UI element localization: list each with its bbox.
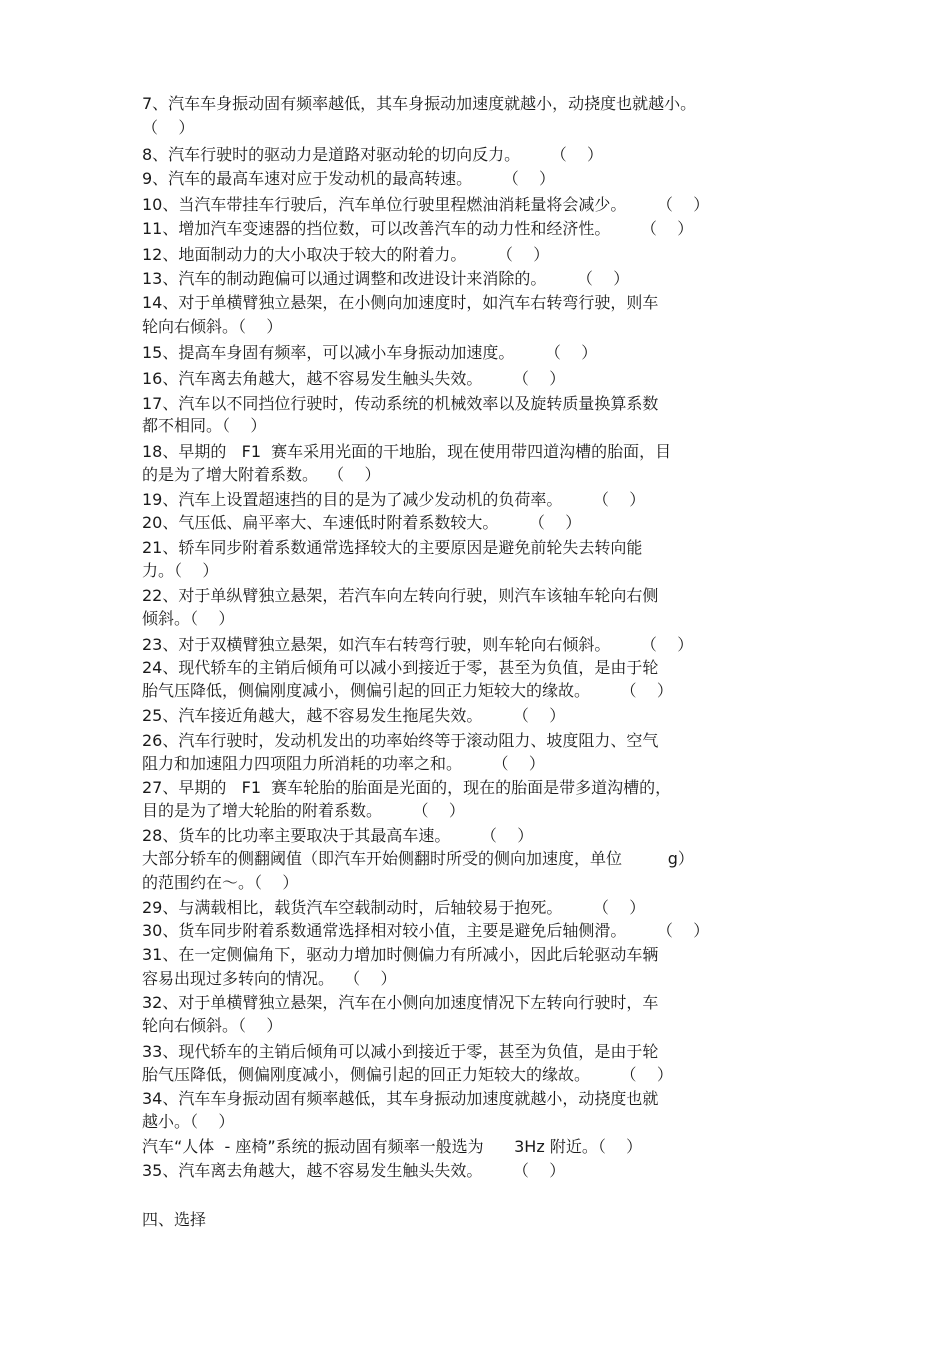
text-line: 23、对于双横臂独立悬架，如汽车右转弯行驶，则车轮向右倾斜。 （ ） [142,635,694,654]
text-line: 28、货车的比功率主要取决于其最高车速。 （ ） [142,826,534,845]
text-line: 力。（ ） [142,561,219,580]
text-line: 9、汽车的最高车速对应于发动机的最高转速。 （ ） [142,169,556,188]
text-line: 35、汽车离去角越大，越不容易发生触头失效。 （ ） [142,1161,566,1180]
text-line: 17、汽车以不同挡位行驶时，传动系统的机械效率以及旋转质量换算系数 [142,394,659,413]
text-line: 21、轿车同步附着系数通常选择较大的主要原因是避免前轮失去转向能 [142,538,643,557]
text-line: 26、汽车行驶时，发动机发出的功率始终等于滚动阻力、坡度阻力、空气 [142,731,659,750]
text-line: 都不相同。（ ） [142,416,267,435]
text-line: 7、汽车车身振动固有频率越低，其车身振动加速度就越小，动挠度也就越小。 [142,94,697,113]
text-line: 30、货车同步附着系数通常选择相对较小值，主要是避免后轴侧滑。 （ ） [142,921,710,940]
text-line: 19、汽车上设置超速挡的目的是为了减少发动机的负荷率。 （ ） [142,490,646,509]
text-line: 16、汽车离去角越大，越不容易发生触头失效。 （ ） [142,369,566,388]
text-line: 24、现代轿车的主销后倾角可以减小到接近于零，甚至为负值，是由于轮 [142,658,659,677]
text-line: 18、早期的 F1 赛车采用光面的干地胎，现在使用带四道沟槽的胎面，目 [142,442,672,461]
text-line: 目的是为了增大轮胎的附着系数。 （ ） [142,801,465,820]
text-line: 27、早期的 F1 赛车轮胎的胎面是光面的，现在的胎面是带多道沟槽的， [142,778,672,797]
text-line: （ ） [142,118,195,137]
text-line: 29、与满载相比，载货汽车空载制动时，后轴较易于抱死。 （ ） [142,898,646,917]
text-line: 倾斜。（ ） [142,609,235,628]
text-line: 胎气压降低，侧偏刚度减小，侧偏引起的回正力矩较大的缘故。 （ ） [142,1065,673,1084]
section-title: 四、选择 [142,1210,207,1229]
text-line: 胎气压降低，侧偏刚度减小，侧偏引起的回正力矩较大的缘故。 （ ） [142,681,673,700]
text-line: 大部分轿车的侧翻阈值（即汽车开始侧翻时所受的侧向加速度，单位 g） [142,849,694,868]
text-line: 的是为了增大附着系数。 （ ） [142,465,381,484]
text-line: 11、增加汽车变速器的挡位数，可以改善汽车的动力性和经济性。 （ ） [142,219,694,238]
text-line: 容易出现过多转向的情况。 （ ） [142,969,397,988]
text-line: 33、现代轿车的主销后倾角可以减小到接近于零，甚至为负值，是由于轮 [142,1042,659,1061]
text-line: 阻力和加速阻力四项阻力所消耗的功率之和。 （ ） [142,754,545,773]
text-line: 8、汽车行驶时的驱动力是道路对驱动轮的切向反力。 （ ） [142,145,604,164]
text-line: 轮向右倾斜。（ ） [142,317,283,336]
text-line: 10、当汽车带挂车行驶后，汽车单位行驶里程燃油消耗量将会减少。 （ ） [142,195,710,214]
text-line: 13、汽车的制动跑偏可以通过调整和改进设计来消除的。 （ ） [142,269,630,288]
text-line: 12、地面制动力的大小取决于较大的附着力。 （ ） [142,245,550,264]
text-line: 25、汽车接近角越大，越不容易发生拖尾失效。 （ ） [142,706,566,725]
text-line: 14、对于单横臂独立悬架，在小侧向加速度时，如汽车右转弯行驶，则车 [142,293,659,312]
text-line: 20、气压低、扁平率大、车速低时附着系数较大。 （ ） [142,513,582,532]
text-line: 越小。（ ） [142,1112,235,1131]
text-line: 22、对于单纵臂独立悬架，若汽车向左转向行驶，则汽车该轴车轮向右侧 [142,586,659,605]
text-line: 15、提高车身固有频率，可以减小车身振动加速度。 （ ） [142,343,598,362]
text-line: 34、汽车车身振动固有频率越低，其车身振动加速度就越小，动挠度也就 [142,1089,659,1108]
text-line: 31、在一定侧偏角下，驱动力增加时侧偏力有所减小，因此后轮驱动车辆 [142,945,659,964]
text-line: 轮向右倾斜。（ ） [142,1016,283,1035]
text-line: 汽车“人体 - 座椅”系统的振动固有频率一般选为 3Hz 附近。（ ） [142,1137,643,1156]
text-line: 的范围约在～。（ ） [142,873,299,892]
text-line: 32、对于单横臂独立悬架，汽车在小侧向加速度情况下左转向行驶时，车 [142,993,659,1012]
